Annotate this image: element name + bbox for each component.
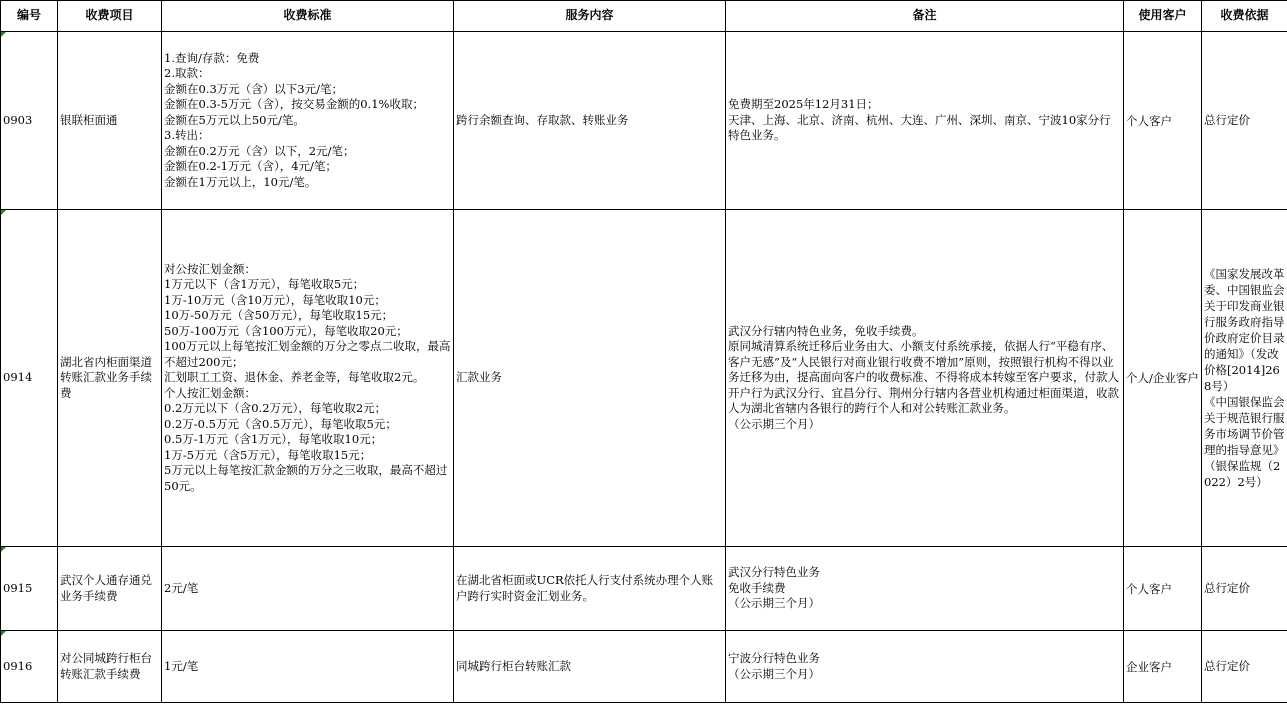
standard-line: 2.取款： <box>164 66 210 81</box>
row-service: 汇款业务 <box>454 210 726 547</box>
row-service: 跨行余额查询、存取款、转账业务 <box>454 32 726 210</box>
remark-line: 天津、上海、北京、济南、杭州、大连、广州、深圳、南京、宁波10家分行特色业务。 <box>728 112 1111 143</box>
standard-line: 3.转出： <box>164 128 210 143</box>
table-row <box>1 547 1287 631</box>
standard-line: 100万元以上每笔按汇划金额的万分之零点二收取，最高不超过200元； <box>164 339 451 369</box>
remark-line: 宁波分行特色业务 <box>728 651 820 665</box>
row-code: 0914 <box>1 210 58 547</box>
row-remark <box>726 631 1124 703</box>
row-item: 湖北省内柜面渠道转账汇款业务手续费 <box>58 210 162 547</box>
row-standard <box>162 210 454 547</box>
row-standard <box>162 32 454 210</box>
row-basis: 总行定价 <box>1202 32 1287 210</box>
basis-line: 《国家发展改革委、中国银监会关于印发商业银行服务政府指导价政府定价目录的通知》（发改价格[2014]268号） <box>1204 267 1285 393</box>
standard-line: 对公按汇划金额： <box>164 261 256 276</box>
row-customer: 个人/企业客户 <box>1124 210 1202 547</box>
row-standard: 1元/笔 <box>162 631 454 703</box>
remark-line: 武汉分行特色业务 <box>728 565 820 580</box>
standard-line: 金额在0.2-1万元（含），4元/笔； <box>164 159 337 174</box>
header-row <box>1 1 1287 32</box>
remark-line: （公示期三个月） <box>728 666 820 681</box>
header-service: 服务内容 <box>454 1 726 32</box>
header-customer: 使用客户 <box>1124 1 1202 32</box>
remark-line: 免费期至2025年12月31日； <box>728 97 879 112</box>
row-basis <box>1202 210 1287 547</box>
row-remark <box>726 32 1124 210</box>
row-code: 0916 <box>1 631 58 703</box>
header-remark: 备注 <box>726 1 1124 32</box>
standard-line: 1万-5万元（含5万元），每笔收取15元； <box>164 447 372 462</box>
row-code: 0915 <box>1 547 58 631</box>
row-basis: 总行定价 <box>1202 547 1287 631</box>
standard-line: 金额在0.2万元（含）以下，2元/笔； <box>164 143 355 158</box>
header-standard: 收费标准 <box>162 1 454 32</box>
basis-line: 《中国银保监会关于规范银行服务市场调节价管理的指导意见》（银保监规（2022）2号） <box>1204 395 1285 489</box>
remark-line: 武汉分行辖内特色业务，免收手续费。 <box>728 323 924 338</box>
row-code: 0903 <box>1 32 58 210</box>
standard-line: 0.2万元以下（含0.2万元），每笔收取2元； <box>164 401 387 416</box>
remark-line: （公示期三个月） <box>728 596 820 611</box>
row-customer: 企业客户 <box>1124 631 1202 703</box>
header-item: 收费项目 <box>58 1 162 32</box>
standard-line: 1万元以下（含1万元），每笔收取5元； <box>164 277 365 292</box>
standard-line: 0.2万-0.5万元（含0.5万元），每笔收取5元； <box>164 416 397 431</box>
table-row <box>1 210 1287 547</box>
standard-line: 金额在0.3万元（含）以下3元/笔； <box>164 81 343 96</box>
standard-line: 金额在5万元以上50元/笔。 <box>164 112 305 127</box>
row-remark <box>726 210 1124 547</box>
table-row <box>1 631 1287 703</box>
row-item: 武汉个人通存通兑业务手续费 <box>58 547 162 631</box>
standard-line: 5万元以上每笔按汇款金额的万分之三收取，最高不超过50元。 <box>164 463 448 493</box>
remark-line: （公示期三个月） <box>728 416 820 431</box>
row-service: 在湖北省柜面或UCR依托人行支付系统办理个人账户跨行实时资金汇划业务。 <box>454 547 726 631</box>
standard-line: 汇划职工工资、退休金、养老金等，每笔收取2元。 <box>164 370 425 385</box>
header-basis: 收费依据 <box>1202 1 1287 32</box>
table-row <box>1 32 1287 210</box>
standard-line: 1万-10万元（含10万元），每笔收取10元； <box>164 292 386 307</box>
row-service: 同城跨行柜台转账汇款 <box>454 631 726 703</box>
standard-line: 个人按汇划金额： <box>164 385 256 400</box>
row-item: 银联柜面通 <box>58 32 162 210</box>
row-customer: 个人客户 <box>1124 547 1202 631</box>
standard-line: 50万-100万元（含100万元），每笔收取20元； <box>164 323 408 338</box>
row-remark <box>726 547 1124 631</box>
standard-line: 10万-50万元（含50万元），每笔收取15元； <box>164 308 394 323</box>
standard-line: 0.5万-1万元（含1万元），每笔收取10元； <box>164 432 383 447</box>
header-code: 编号 <box>1 1 58 32</box>
row-customer: 个人客户 <box>1124 32 1202 210</box>
row-standard: 2元/笔 <box>162 547 454 631</box>
standard-line: 金额在1万元以上，10元/笔。 <box>164 174 317 189</box>
row-item: 对公同城跨行柜台转账汇款手续费 <box>58 631 162 703</box>
row-basis: 总行定价 <box>1202 631 1287 703</box>
standard-line: 金额在0.3-5万元（含），按交易金额的0.1%收取； <box>164 97 424 112</box>
standard-line: 1.查询/存款：免费 <box>164 50 260 65</box>
remark-line: 原同城清算系统迁移后业务由大、小额支付系统承接，依据人行“平稳有序、客户无感”及“人民银行对商业银行收费不增加”原则，按照银行机构不得以业务迁移为由，提高面向客户的收费标准、不得将成本转嫁至客户要求，付款人开户行为武汉分行、宜昌分行、荆州分行辖内各营业机构通过柜面渠道，收款人为湖北省辖内各银行的跨行个人和对公转账汇款业务。 <box>728 339 1119 416</box>
remark-line: 免收手续费 <box>728 580 786 595</box>
